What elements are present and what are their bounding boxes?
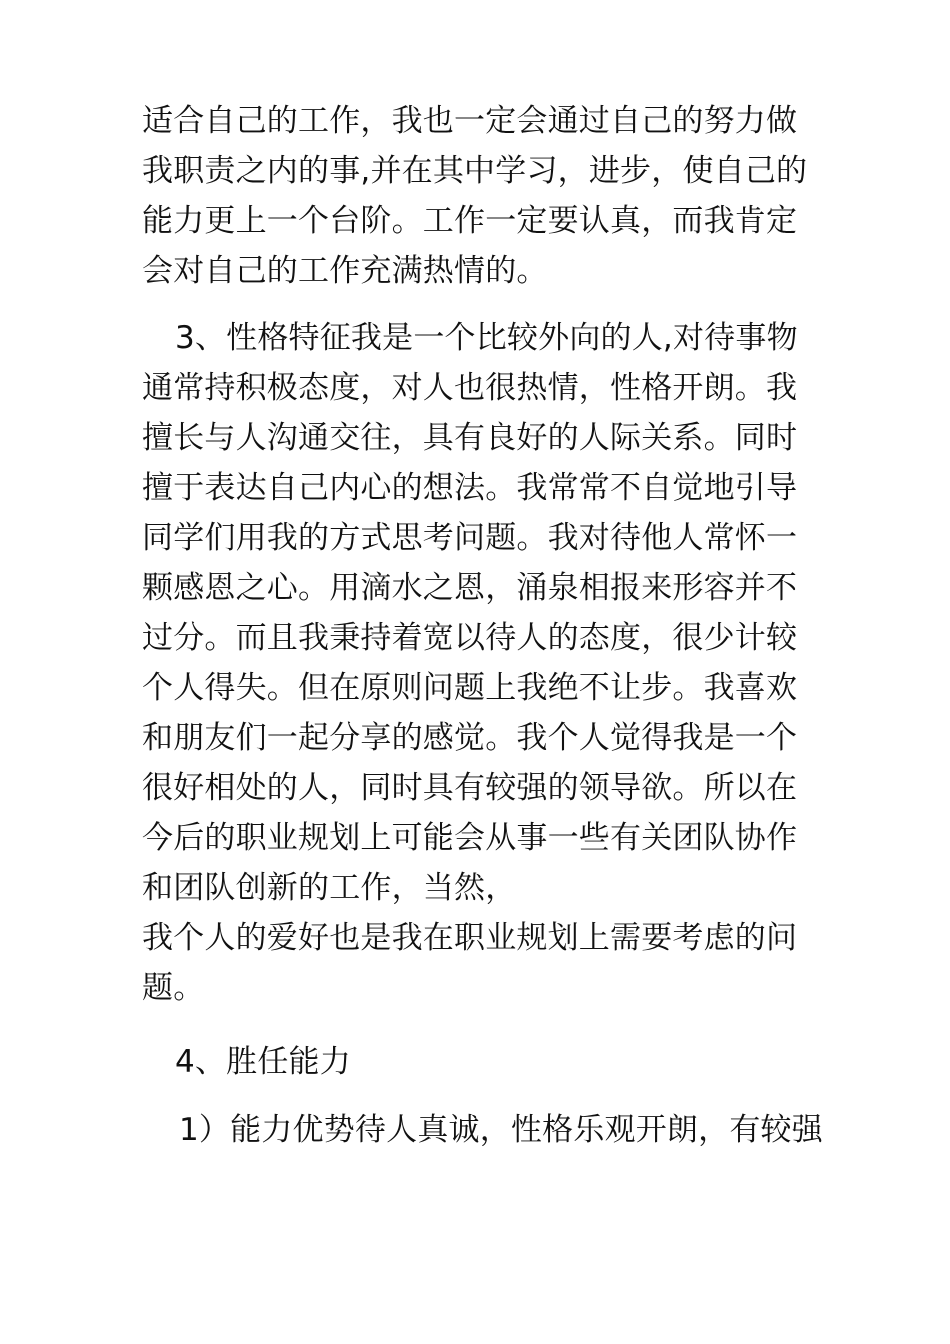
text-line: 我职责之内的事,并在其中学习，进步，使自己的 xyxy=(142,153,808,189)
text-line: 很好相处的人，同时具有较强的领导欲。所以在 xyxy=(142,770,798,806)
text-line: 会对自己的工作充满热情的。 xyxy=(142,253,548,289)
text-line: 适合自己的工作，我也一定会通过自己的努力做 xyxy=(142,103,798,139)
paragraph-personality-traits xyxy=(142,313,822,1013)
text-line: 题。 xyxy=(142,970,205,1006)
text-line: 过分。而且我秉持着宽以待人的态度，很少计较 xyxy=(142,620,798,656)
text-line: 3、性格特征我是一个比较外向的人,对待事物 xyxy=(175,320,798,356)
text-line: 能力更上一个台阶。工作一定要认真，而我肯定 xyxy=(142,203,798,239)
text-line: 和团队创新的工作，当然， xyxy=(142,870,517,906)
text-line: 和朋友们一起分享的感觉。我个人觉得我是一个 xyxy=(142,720,798,756)
text-line: 擅长与人沟通交往，具有良好的人际关系。同时 xyxy=(142,420,798,456)
text-line: 同学们用我的方式思考问题。我对待他人常怀一 xyxy=(142,520,798,556)
text-line: 擅于表达自己内心的想法。我常常不自觉地引导 xyxy=(142,470,798,506)
subitem-ability-strengths xyxy=(142,1105,859,1155)
text-line: 颗感恩之心。用滴水之恩，涌泉相报来形容并不 xyxy=(142,570,798,606)
section-heading-competence xyxy=(142,1037,855,1087)
paragraph-work-attitude xyxy=(142,96,822,296)
subitem-text: 1）能力优势待人真诚，性格乐观开朗，有较强 xyxy=(179,1112,823,1148)
text-line: 个人得失。但在原则问题上我绝不让步。我喜欢 xyxy=(142,670,798,706)
text-line: 通常持积极态度，对人也很热情，性格开朗。我 xyxy=(142,370,798,406)
text-line: 我个人的爱好也是我在职业规划上需要考虑的问 xyxy=(142,920,798,956)
heading-text: 4、胜任能力 xyxy=(175,1044,351,1080)
text-line: 今后的职业规划上可能会从事一些有关团队协作 xyxy=(142,820,798,856)
